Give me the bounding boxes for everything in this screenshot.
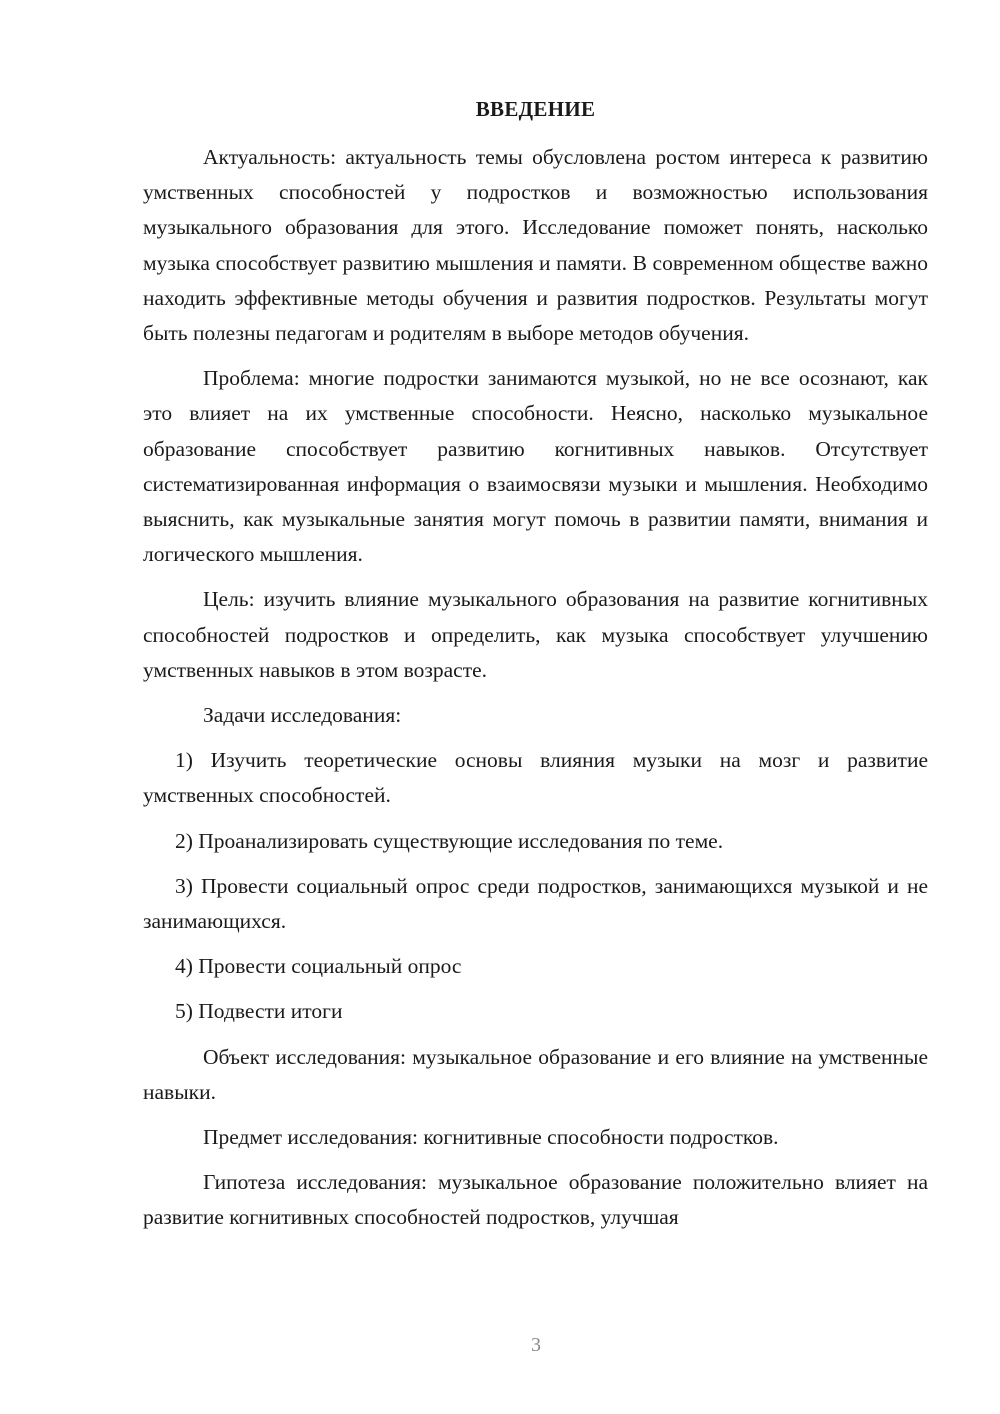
task-item-4: 4) Провести социальный опрос — [175, 954, 462, 979]
paragraph-relevance: Актуальность: актуальность темы обусловлена ростом интереса к развитию умственных способностей у подростков и возможностью использования музыкального образования для этого. Исследование поможет понять, насколько музыка способствует развитию мышления и памяти. В современном обществе важно находить эффективные методы обучения и развития подростков. Результаты могут быть полезны педагогам и родителям в выборе методов обучения. — [143, 145, 928, 346]
paragraph-problem: Проблема: многие подростки занимаются музыкой, но не все осознают, как это влияет на их умственные способности. Неясно, насколько музыкальное образование способствует развитию когнитивных навыков. Отсутствует систематизированная информация о взаимосвязи музыки и мышления. Необходимо выяснить, как музыкальные занятия могут помочь в развитии памяти, внимания и логического мышления. — [143, 366, 928, 567]
task-item-5: 5) Подвести итоги — [175, 999, 343, 1024]
tasks-title: Задачи исследования: — [203, 703, 402, 728]
paragraph-subject: Предмет исследования: когнитивные способности подростков. — [203, 1125, 779, 1150]
page-heading: ВВЕДЕНИЕ — [475, 97, 596, 121]
page-content — [143, 94, 928, 1246]
paragraph-goal: Цель: изучить влияние музыкального образования на развитие когнитивных способностей подростков и определить, как музыка способствует улучшению умственных навыков в этом возрасте. — [143, 587, 928, 682]
task-item-2: 2) Проанализировать существующие исследования по теме. — [175, 828, 724, 853]
paragraph-hypothesis: Гипотеза исследования: музыкальное образование положительно влияет на развитие когнитивных способностей подростков, улучшая — [143, 1170, 928, 1230]
task-item-3: 3) Провести социальный опрос среди подростков, занимающихся музыкой и не занимающихся. — [143, 873, 928, 934]
paragraph-object: Объект исследования: музыкальное образование и его влияние на умственные навыки. — [143, 1044, 928, 1104]
task-item-1: 1) Изучить теоретические основы влияния музыки на мозг и развитие умственных способностей. — [143, 748, 928, 808]
page-number: 3 — [531, 1334, 541, 1356]
